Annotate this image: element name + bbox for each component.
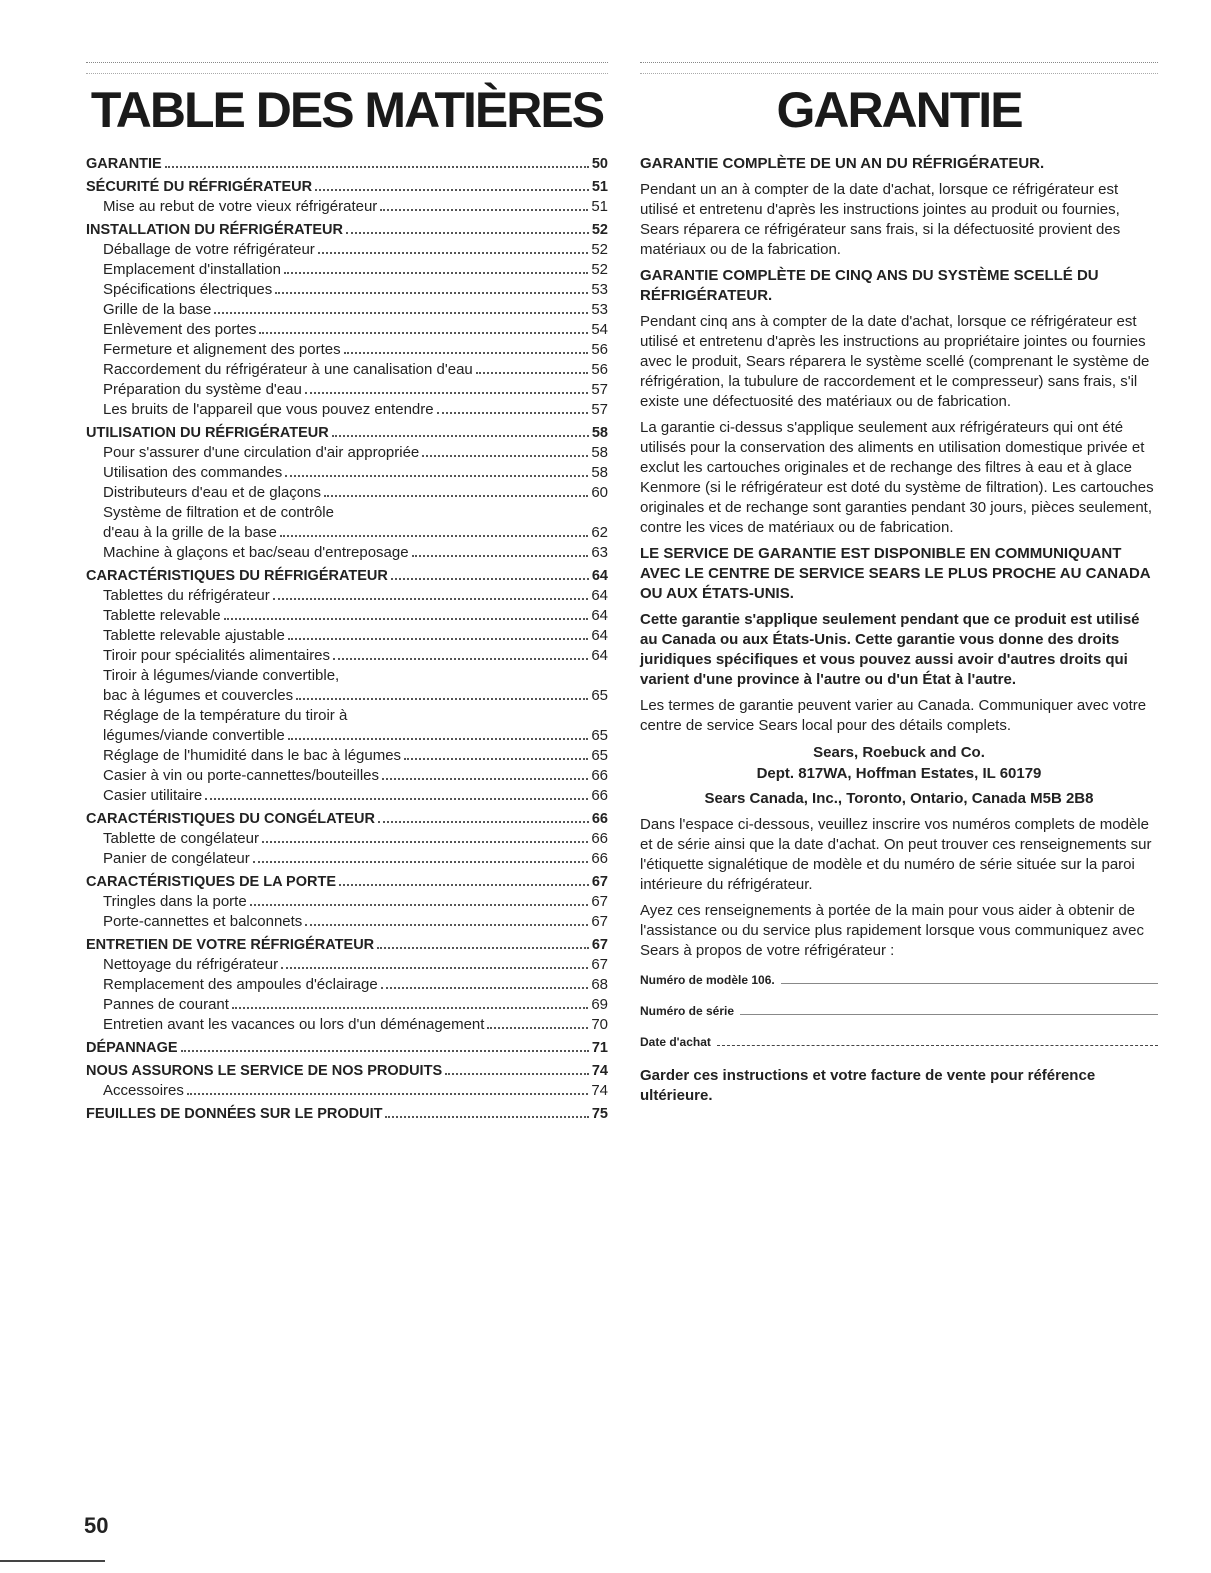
toc-page-number: 68 <box>591 976 608 993</box>
toc-entry-text: Tablettes du réfrigérateur <box>103 587 270 604</box>
dot-leader <box>476 372 589 374</box>
toc-page-number: 51 <box>591 179 608 195</box>
toc-entry <box>86 606 608 626</box>
toc-entry-text: Panier de congélateur <box>103 850 250 867</box>
toc-page-number: 70 <box>591 1016 608 1033</box>
toc-entry-text: Tablette de congélateur <box>103 830 259 847</box>
toc-page-number: 52 <box>591 261 608 278</box>
toc-section-entry <box>86 872 608 892</box>
toc-entry <box>86 726 608 746</box>
toc-entry <box>86 955 608 975</box>
toc-page-number: 66 <box>591 811 608 827</box>
address-line: Sears, Roebuck and Co. <box>813 744 985 761</box>
toc-entry-text: Emplacement d'installation <box>103 261 281 278</box>
toc-section-entry <box>86 154 608 174</box>
toc-entry-text: Préparation du système d'eau <box>103 381 302 398</box>
toc-entry-text: Entretien avant les vacances ou lors d'un déménagement <box>103 1016 485 1033</box>
dot-leader <box>288 738 589 740</box>
toc-entry-text: Grille de la base <box>103 301 212 318</box>
toc-entry <box>86 1081 608 1101</box>
toc-page-number: 66 <box>591 850 608 867</box>
toc-section-entry <box>86 423 608 443</box>
dot-leader <box>253 861 589 863</box>
toc-entry-text: DÉPANNAGE <box>86 1040 178 1056</box>
toc-entry <box>86 320 608 340</box>
toc-page-number: 54 <box>591 321 608 338</box>
dot-leader <box>205 798 588 800</box>
warranty-heading: LE SERVICE DE GARANTIE EST DISPONIBLE EN COMMUNIQUANT AVEC LE CENTRE DE SERVICE SEARS LE PLUS PROCHE AU CANADA OU AUX ÉTATS-UNIS. <box>640 545 1151 602</box>
toc-page-number: 56 <box>591 361 608 378</box>
toc-entry <box>86 586 608 606</box>
toc-page-number: 57 <box>591 381 608 398</box>
toc-page-number: 64 <box>591 587 608 604</box>
toc-entry-text: Casier à vin ou porte-cannettes/bouteilles <box>103 767 379 784</box>
toc-page-number: 67 <box>591 893 608 910</box>
toc-entry-text: Les bruits de l'appareil que vous pouvez entendre <box>103 401 434 418</box>
toc-entry <box>86 912 608 932</box>
dot-leader <box>288 638 589 640</box>
toc-section-entry <box>86 220 608 240</box>
closing-note: Garder ces instructions et votre facture de vente pour référence ultérieure. <box>640 1067 1096 1104</box>
toc-entry-text: INSTALLATION DU RÉFRIGÉRATEUR <box>86 222 343 238</box>
dot-leader <box>378 821 589 823</box>
serial-number-field[interactable] <box>640 1002 1158 1019</box>
record-instructions: Dans l'espace ci-dessous, veuillez inscrire vos numéros complets de modèle et de série ainsi que la date d'achat. On peut trouver ces renseignements sur l'étiquette signalétique de modèle et du numéro de série située sur la paroi intérieure du réfrigérateur. <box>640 816 1152 893</box>
warranty-body <box>640 154 1158 736</box>
toc-entry-text: Déballage de votre réfrigérateur <box>103 241 315 258</box>
toc-page-number: 65 <box>591 747 608 764</box>
toc-section-entry <box>86 1104 608 1124</box>
address-sears-canada: Sears Canada, Inc., Toronto, Ontario, Canada M5B 2B8 <box>704 790 1094 807</box>
toc-entry-text: légumes/viande convertible <box>103 727 285 744</box>
address-sears-us <box>640 742 1158 784</box>
toc-page-number: 51 <box>591 198 608 215</box>
dot-leader <box>339 884 589 886</box>
toc-entry <box>86 829 608 849</box>
dot-leader <box>391 578 589 580</box>
toc-page-number: 52 <box>591 241 608 258</box>
dot-leader <box>318 252 589 254</box>
dot-leader <box>382 778 588 780</box>
keep-info-paragraph: Ayez ces renseignements à portée de la main pour vous aider à obtenir de l'assistance ou du service plus rapidement lorsque vous communiquez avec Sears à propos de votre réfrigérateur : <box>640 902 1144 959</box>
warranty-heading: GARANTIE COMPLÈTE DE UN AN DU RÉFRIGÉRATEUR. <box>640 155 1045 172</box>
toc-page-number: 62 <box>591 524 608 541</box>
toc-entry-text: ENTRETIEN DE VOTRE RÉFRIGÉRATEUR <box>86 937 375 953</box>
toc-entry <box>86 483 608 503</box>
toc-entry <box>86 523 608 543</box>
dot-leader <box>273 598 589 600</box>
toc-entry-text: Tiroir pour spécialités alimentaires <box>103 647 331 664</box>
dot-leader <box>281 967 588 969</box>
toc-page-number: 67 <box>591 874 608 890</box>
toc-entry <box>86 340 608 360</box>
warranty-heading: Cette garantie s'applique seulement pendant que ce produit est utilisé au Canada ou aux États-Unis. Cette garantie vous donne des droits juridiques spécifiques et vous pouvez aussi avoir d'autres droits qui varient d'une province à l'autre ou d'un État à l'autre. <box>640 611 1140 688</box>
serial-number-line[interactable] <box>740 1002 1158 1015</box>
toc-section-entry <box>86 1038 608 1058</box>
toc-entry-text: Réglage de l'humidité dans le bac à légumes <box>103 747 402 764</box>
address-line: Dept. 817WA, Hoffman Estates, IL 60179 <box>756 765 1042 782</box>
warranty-column <box>640 62 1158 1112</box>
toc-page-number: 64 <box>591 647 608 664</box>
toc-entry <box>86 360 608 380</box>
dot-leader <box>285 475 588 477</box>
toc-page-number: 63 <box>591 544 608 561</box>
toc-section-entry <box>86 566 608 586</box>
toc-section-entry <box>86 935 608 955</box>
toc-page-number: 65 <box>591 687 608 704</box>
toc-entry-text: Tablette relevable ajustable <box>103 627 285 644</box>
dot-leader <box>224 618 589 620</box>
dot-leader <box>187 1093 588 1095</box>
toc-entry-text: Mise au rebut de votre vieux réfrigérateur <box>103 198 378 215</box>
toc-entry <box>86 849 608 869</box>
toc-entry <box>86 892 608 912</box>
toc-entry-text: SÉCURITÉ DU RÉFRIGÉRATEUR <box>86 179 313 195</box>
toc-entry-text: CARACTÉRISTIQUES DU CONGÉLATEUR <box>86 811 375 827</box>
warranty-heading: GARANTIE COMPLÈTE DE CINQ ANS DU SYSTÈME SCELLÉ DU RÉFRIGÉRATEUR. <box>640 267 1099 304</box>
toc-column <box>86 62 608 1124</box>
warranty-paragraph: La garantie ci-dessus s'applique seulement aux réfrigérateurs qui ont été utilisés pour la conservation des aliments en utilisation domestique privée et exclut les cartouches originales et de rechange des filtres à eau et à glace Kenmore (si le réfrigérateur est doté du système de filtration). Les cartouches originales et de rechange sont garanties pendant 30 jours, pièces seulement, contre les vices de matériaux ou de fabrication. <box>640 419 1154 536</box>
dot-leader <box>346 232 589 234</box>
toc-page-number: 58 <box>591 464 608 481</box>
dot-leader <box>412 555 589 557</box>
toc-entry: Réglage de la température du tiroir à <box>103 707 348 724</box>
toc-page-number: 75 <box>591 1106 608 1122</box>
dot-leader <box>165 166 589 168</box>
dot-leader <box>262 841 588 843</box>
toc-page-number: 74 <box>591 1082 608 1099</box>
dot-leader <box>445 1073 589 1075</box>
dot-leader <box>305 924 588 926</box>
dot-leader <box>404 758 588 760</box>
toc-page-number: 67 <box>591 913 608 930</box>
toc-entry-text: Accessoires <box>103 1082 184 1099</box>
dot-leader <box>385 1116 588 1118</box>
toc-entry-text: Distributeurs d'eau et de glaçons <box>103 484 321 501</box>
toc-entry-text: FEUILLES DE DONNÉES SUR LE PRODUIT <box>86 1106 383 1122</box>
dot-leader <box>437 412 589 414</box>
toc-page-number: 66 <box>591 830 608 847</box>
toc-entry <box>86 746 608 766</box>
toc-entry-text: Utilisation des commandes <box>103 464 283 481</box>
toc-entry-text: d'eau à la grille de la base <box>103 524 277 541</box>
toc-title: TABLE DES MATIÈRES <box>90 82 604 138</box>
toc-page-number: 50 <box>591 156 608 172</box>
toc-entry-text: Remplacement des ampoules d'éclairage <box>103 976 378 993</box>
toc-entry <box>86 1015 608 1035</box>
toc-entry: Système de filtration et de contrôle <box>103 504 334 521</box>
toc-entry-text: Pannes de courant <box>103 996 229 1013</box>
toc-entry <box>86 443 608 463</box>
toc-entry-text: Enlèvement des portes <box>103 321 257 338</box>
toc-page-number: 66 <box>591 787 608 804</box>
toc-entry-text: Machine à glaçons et bac/seau d'entreposage <box>103 544 409 561</box>
toc-entry-text: Pour s'assurer d'une circulation d'air appropriée <box>103 444 420 461</box>
dot-leader <box>380 209 588 211</box>
toc-page-number: 60 <box>591 484 608 501</box>
dot-leader <box>487 1027 588 1029</box>
dot-leader <box>275 292 588 294</box>
dot-leader <box>250 904 589 906</box>
toc-page-number: 52 <box>591 222 608 238</box>
toc-page-number: 69 <box>591 996 608 1013</box>
dot-leader <box>344 352 589 354</box>
toc-entry <box>86 626 608 646</box>
purchase-date-line[interactable] <box>717 1033 1158 1046</box>
top-rule <box>86 62 608 74</box>
toc-entry <box>86 975 608 995</box>
toc-page-number: 64 <box>591 627 608 644</box>
serial-number-label: Numéro de série <box>640 1004 735 1018</box>
dot-leader <box>259 332 588 334</box>
toc-entry-text: GARANTIE <box>86 156 162 172</box>
toc-section-entry <box>86 177 608 197</box>
dot-leader <box>280 535 588 537</box>
toc-page-number: 65 <box>591 727 608 744</box>
toc-entry <box>86 400 608 420</box>
toc-entry-text: Nettoyage du réfrigérateur <box>103 956 279 973</box>
toc-page-number: 58 <box>591 444 608 461</box>
toc-page-number: 67 <box>591 937 608 953</box>
toc-entry: Tiroir à légumes/viande convertible, <box>103 667 340 684</box>
toc-entry <box>86 280 608 300</box>
dot-leader <box>332 435 589 437</box>
toc-entry-text: Tringles dans la porte <box>103 893 247 910</box>
toc-entry-text: Raccordement du réfrigérateur à une canalisation d'eau <box>103 361 473 378</box>
toc-entry-text: Fermeture et alignement des portes <box>103 341 341 358</box>
toc-entry-text: Casier utilitaire <box>103 787 203 804</box>
dot-leader <box>422 455 588 457</box>
toc-page-number: 56 <box>591 341 608 358</box>
toc-entry-text: bac à légumes et couvercles <box>103 687 294 704</box>
dot-leader <box>305 392 588 394</box>
toc-entry <box>86 686 608 706</box>
toc-page-number: 64 <box>591 607 608 624</box>
dot-leader <box>381 987 589 989</box>
toc-entry-text: UTILISATION DU RÉFRIGÉRATEUR <box>86 425 329 441</box>
dot-leader <box>296 698 588 700</box>
toc-entry-text: Tablette relevable <box>103 607 221 624</box>
dot-leader <box>284 272 588 274</box>
toc-page-number: 64 <box>591 568 608 584</box>
warranty-paragraph: Pendant un an à compter de la date d'achat, lorsque ce réfrigérateur est utilisé et entretenu d'après les instructions jointes au produit ou fournies, Sears réparera ce réfrigérateur sans frais, si la défectuosité provient des matériaux ou de la fabrication. <box>640 181 1121 258</box>
toc-entry <box>86 260 608 280</box>
footer-rule <box>0 1560 105 1562</box>
top-rule <box>640 62 1158 74</box>
toc-page-number: 66 <box>591 767 608 784</box>
toc-entry <box>86 197 608 217</box>
dot-leader <box>315 189 589 191</box>
purchase-date-field[interactable] <box>640 1033 1158 1050</box>
warranty-paragraph: Les termes de garantie peuvent varier au Canada. Communiquer avec votre centre de service Sears local pour des détails complets. <box>640 697 1147 734</box>
dot-leader <box>324 495 588 497</box>
toc-entry-text: Spécifications électriques <box>103 281 273 298</box>
toc-page-number: 74 <box>591 1063 608 1079</box>
toc-entry <box>86 543 608 563</box>
toc-section-entry <box>86 1061 608 1081</box>
dot-leader <box>181 1050 589 1052</box>
toc-entry <box>86 786 608 806</box>
toc-page-number: 67 <box>591 956 608 973</box>
toc-page-number: 53 <box>591 281 608 298</box>
toc-entry-text: CARACTÉRISTIQUES DU RÉFRIGÉRATEUR <box>86 568 388 584</box>
toc-entry <box>86 646 608 666</box>
model-number-label: Numéro de modèle 106. <box>640 973 775 987</box>
toc-list <box>86 154 608 1124</box>
toc-page-number: 71 <box>591 1040 608 1056</box>
warranty-paragraph: Pendant cinq ans à compter de la date d'achat, lorsque ce réfrigérateur est utilisé et entretenu d'après les instructions au propriétaire jointes ou fournies avec le produit, Sears réparera le système scellé (comprenant le système de réfrigération, la tubulure de raccordement et le compresseur) sans frais, s'il existe une défectuosité des matériaux ou de fabrication. <box>640 313 1150 410</box>
toc-entry <box>86 240 608 260</box>
toc-entry <box>86 463 608 483</box>
toc-page-number: 57 <box>591 401 608 418</box>
page-number: 50 <box>84 1513 109 1538</box>
warranty-title: GARANTIE <box>776 82 1022 138</box>
model-number-line[interactable] <box>781 971 1158 984</box>
toc-entry-text: NOUS ASSURONS LE SERVICE DE NOS PRODUITS <box>86 1063 443 1079</box>
toc-page-number: 58 <box>591 425 608 441</box>
toc-entry-text: CARACTÉRISTIQUES DE LA PORTE <box>86 874 337 890</box>
toc-entry-text: Porte-cannettes et balconnets <box>103 913 303 930</box>
toc-entry <box>86 995 608 1015</box>
toc-page-number: 53 <box>591 301 608 318</box>
dot-leader <box>377 947 589 949</box>
dot-leader <box>214 312 588 314</box>
dot-leader <box>232 1007 588 1009</box>
toc-entry <box>86 300 608 320</box>
model-number-field[interactable] <box>640 971 1158 988</box>
toc-entry <box>86 380 608 400</box>
purchase-date-label: Date d'achat <box>640 1035 711 1049</box>
toc-section-entry <box>86 809 608 829</box>
dot-leader <box>333 658 588 660</box>
toc-entry <box>86 766 608 786</box>
